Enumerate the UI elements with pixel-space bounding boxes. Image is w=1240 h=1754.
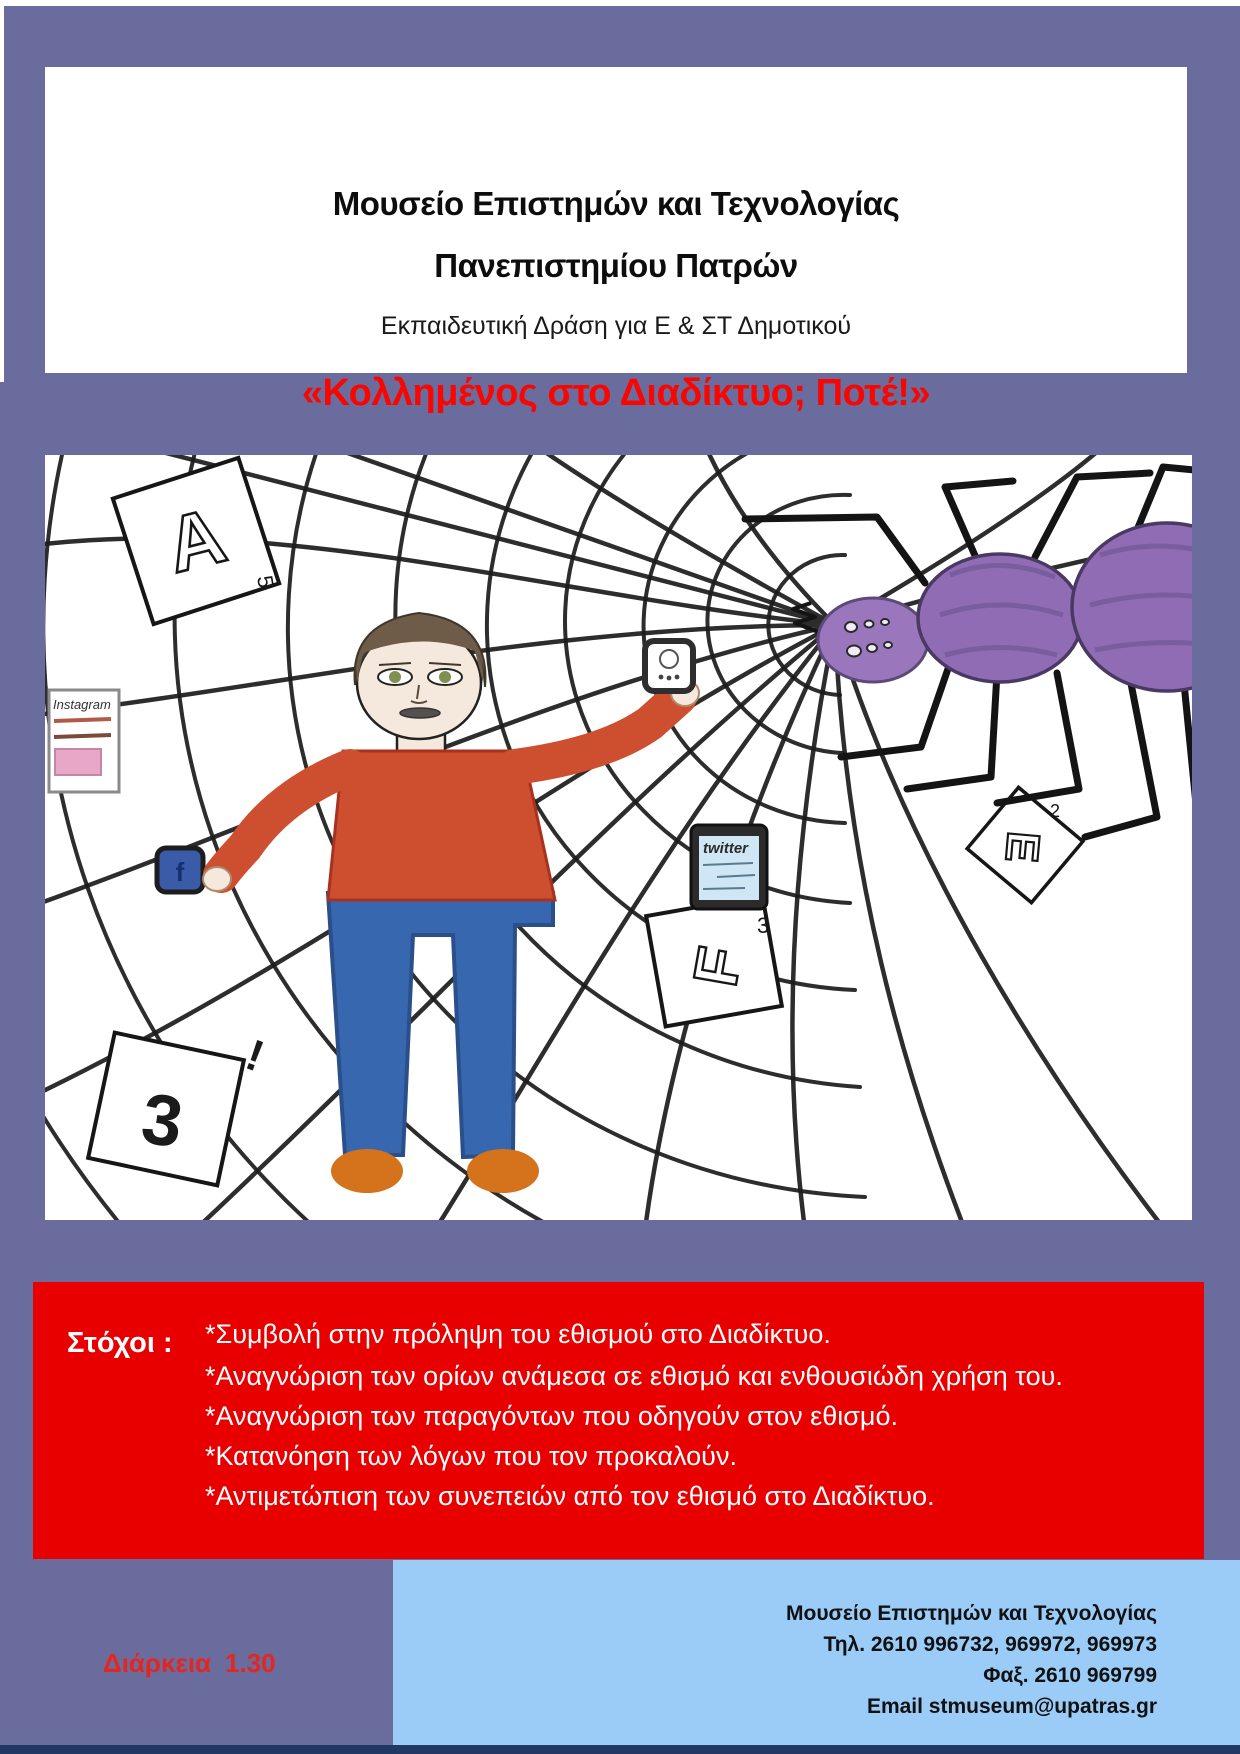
program-slogan: «Κολλημένος στο Διαδίκτυο; Ποτέ!»	[301, 372, 931, 414]
tile-3	[88, 1030, 270, 1185]
page-title-line2: Πανεπιστημίου Πατρών	[434, 247, 798, 284]
objective-item: *Αντιμετώπιση των συνεπειών από τον εθισμό στο Διαδίκτυο.	[205, 1481, 935, 1511]
header-box	[45, 67, 1187, 414]
objective-item: *Κατανόηση των λόγων που τον προκαλούν.	[205, 1441, 737, 1471]
svg-text:F: F	[681, 942, 756, 992]
contact-email: Email stmuseum@upatras.gr	[866, 1695, 1157, 1718]
contact-fax: Φαξ. 2610 969799	[983, 1664, 1157, 1687]
tile-f	[646, 896, 782, 1027]
duration-label: Διάρκεια	[103, 1648, 212, 1678]
scan-edge-left	[0, 0, 4, 382]
shoe-left	[331, 1149, 403, 1193]
svg-text:twitter: twitter	[703, 840, 748, 857]
instagram-card-icon	[49, 690, 119, 792]
header-subtitle: Εκπαιδευτική Δράση για Ε & ΣΤ Δημοτικού	[380, 312, 852, 340]
objective-item: *Αναγνώριση των παραγόντων που οδηγούν στον εθισμό.	[205, 1401, 898, 1431]
svg-text:5: 5	[252, 573, 279, 590]
contact-box	[393, 1560, 1240, 1745]
spider-head	[818, 598, 928, 682]
svg-text:3: 3	[757, 913, 770, 938]
svg-text:Instagram: Instagram	[53, 697, 111, 712]
page-title-line1: Μουσείο Επιστημών και Τεχνολογίας	[332, 185, 900, 222]
shoe-right	[467, 1149, 539, 1193]
web-drawing	[45, 455, 1192, 1220]
objectives-box	[33, 1282, 1204, 1559]
objectives-label: Στόχοι :	[67, 1327, 173, 1359]
svg-text:!: !	[239, 1030, 271, 1082]
objectives-list	[205, 1314, 1184, 1516]
contact-phone: Τηλ. 2610 996732, 969972, 969973	[823, 1633, 1157, 1656]
svg-text:f: f	[175, 857, 185, 887]
tile-a	[113, 458, 279, 624]
bottom-strip	[0, 1745, 1240, 1754]
phone-icon	[645, 641, 693, 691]
facebook-icon	[157, 848, 203, 892]
duration-value: 1.30	[225, 1648, 276, 1678]
scan-edge-top	[0, 0, 1240, 6]
svg-text:E: E	[995, 829, 1051, 865]
twitter-tablet-icon	[691, 825, 767, 909]
jeans	[328, 893, 553, 1157]
svg-text:3: 3	[136, 1078, 188, 1164]
objective-item: *Συμβολή στην πρόληψη του εθισμού στο Διαδίκτυο.	[205, 1319, 831, 1349]
contact-org: Μουσείο Επιστημών και Τεχνολογίας	[786, 1602, 1157, 1625]
svg-text:2: 2	[1050, 801, 1061, 821]
tile-e	[967, 787, 1083, 902]
duration-text	[103, 1648, 276, 1679]
svg-text:A: A	[157, 490, 234, 590]
illustration	[45, 455, 1192, 1220]
objective-item: *Αναγνώριση των ορίων ανάμεσα σε εθισμό και ενθουσιώδη χρήση του.	[205, 1361, 1063, 1391]
spider-thorax	[918, 554, 1082, 682]
